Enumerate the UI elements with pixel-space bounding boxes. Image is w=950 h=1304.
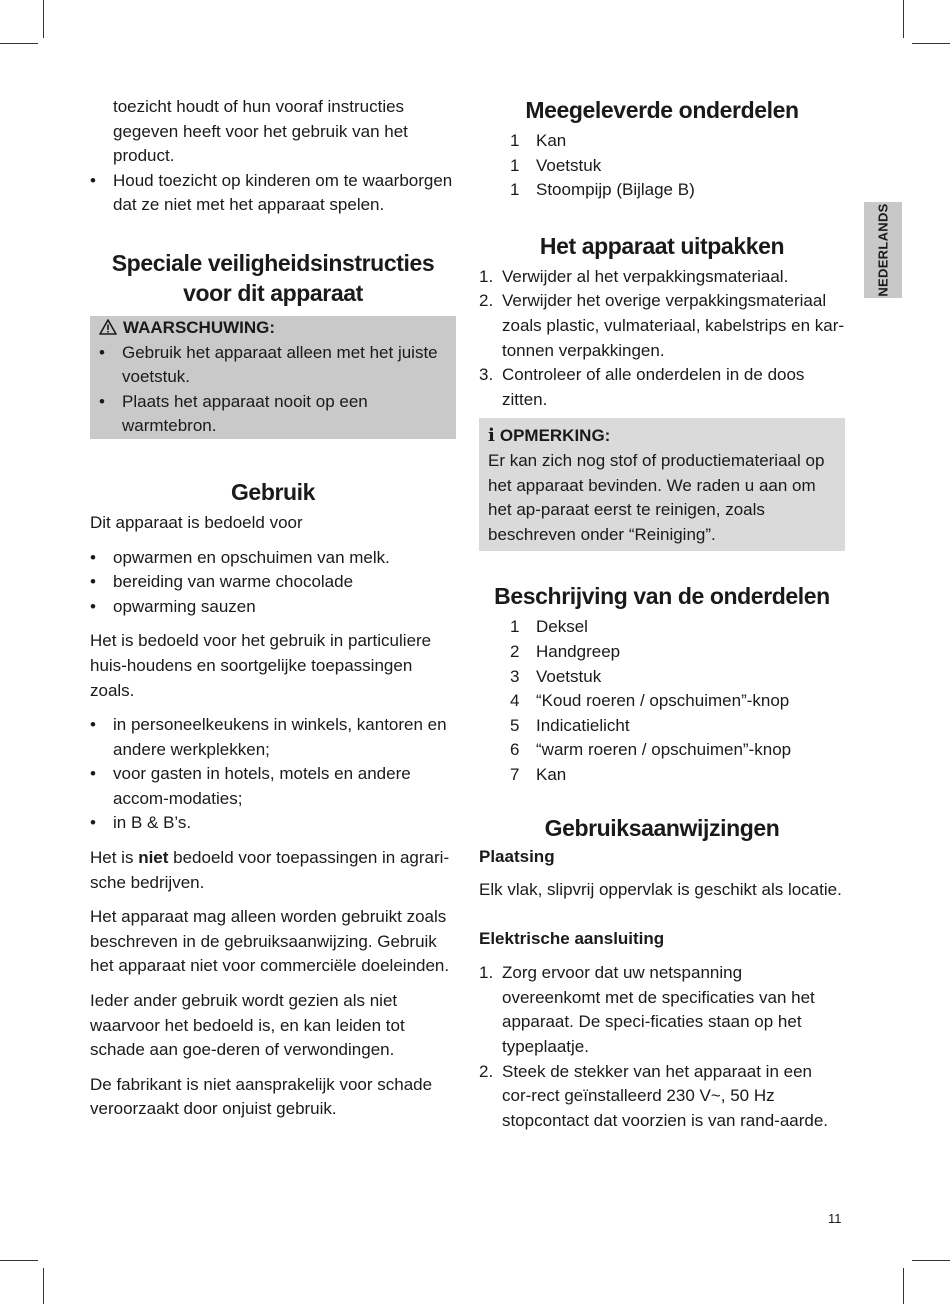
item-number: 1 (510, 617, 520, 637)
list-item: • Gebruik het apparaat alleen met het juiste voetstuk. (99, 341, 447, 390)
unpack-list (479, 265, 845, 413)
instructions-heading: Gebruiksaanwijzingen (544, 815, 780, 842)
list-item (479, 640, 845, 665)
supplied-heading: Meegeleverde onderdelen (525, 97, 799, 123)
item-number: 1 (510, 155, 520, 175)
list-item (479, 615, 845, 640)
item-label: Voetstuk (536, 666, 602, 686)
list-item (479, 265, 845, 290)
list-item (479, 738, 845, 763)
crop-mark (912, 1260, 950, 1261)
list-item: • in personeelkeukens in winkels, kantoren en andere werkplekken; (90, 713, 456, 762)
item-text: Zorg ervoor dat uw netspanning overeenkomt met de specificaties van het apparaat. De speci-ficaties staan op het typeplaatje. (502, 963, 815, 1057)
list-item: • opwarmen en opschuimen van melk. (90, 546, 456, 571)
safety-heading-line1: Speciale veiligheidsinstructies (111, 249, 435, 276)
item-number: 3 (510, 666, 520, 686)
list-item (479, 689, 845, 714)
item-label: “warm roeren / opschuimen”-knop (536, 740, 792, 760)
intro-continuation: toezicht houdt of hun vooraf instructies gegeven heeft voor het gebruik van het product. (113, 97, 408, 166)
crop-mark (903, 1268, 904, 1304)
item-label: Handgreep (536, 641, 621, 661)
page-number: 11 (828, 1211, 842, 1226)
crop-mark (0, 43, 38, 44)
placement-text: Elk vlak, slipvrij oppervlak is geschikt als locatie. (479, 880, 842, 900)
language-tab-label: NEDERLANDS (875, 203, 891, 297)
household-list (90, 713, 456, 836)
placement-title: Plaatsing (479, 847, 555, 867)
list-item (479, 178, 845, 203)
parts-heading: Beschrijving van de onderdelen (494, 583, 830, 610)
agri-text-bold: niet (138, 848, 169, 868)
list-item: • Plaats het apparaat nooit op een warmtebron. (99, 390, 447, 439)
item-label: Kan (536, 764, 567, 784)
crop-mark (903, 0, 904, 38)
other-use-text: Ieder ander gebruik wordt gezien als niet waarvoor het bedoeld is, en kan leiden tot schade aan goe-deren of verwondingen. (90, 991, 405, 1060)
list-item (479, 961, 845, 1059)
item-number: 2. (479, 1061, 494, 1081)
list-item (479, 154, 845, 179)
gebruik-heading: Gebruik (230, 478, 316, 505)
unpack-heading: Het apparaat uitpakken (539, 232, 785, 259)
list-item: • opwarming sauzen (90, 595, 456, 620)
list-item (479, 129, 845, 154)
list-item: • in B & B’s. (90, 811, 456, 836)
crop-mark (43, 1268, 44, 1304)
item-text: Controleer of alle onderdelen in de doos zitten. (502, 365, 805, 409)
intro-bullet-list (90, 169, 456, 218)
item-number: 2 (510, 641, 520, 661)
item-text: Verwijder het overige verpakkingsmateriaal zoals plastic, vulmateriaal, kabelstrips en kar-tonnen verpakkingen. (502, 291, 845, 360)
right-column (479, 95, 845, 1133)
item-text: Steek de stekker van het apparaat in een cor-rect geïnstalleerd 230 V~, 50 Hz stopcontact dat voorzien is van rand-aarde. (502, 1061, 829, 1130)
crop-mark (43, 0, 44, 38)
item-number: 6 (510, 740, 520, 760)
safety-heading-line2: voor dit apparaat (183, 279, 363, 306)
item-label: Voetstuk (536, 155, 602, 175)
item-label: Indicatielicht (536, 715, 630, 735)
agri-text-pre: Het is (90, 848, 139, 868)
item-number: 4 (510, 691, 520, 711)
item-number: 1 (510, 180, 520, 200)
warning-title: WAARSCHUWING: (123, 317, 276, 337)
list-item: • Houd toezicht op kinderen om te waarborgen dat ze niet met het apparaat spelen. (90, 169, 456, 218)
item-number: 5 (510, 715, 520, 735)
crop-mark (912, 43, 950, 44)
warning-box (90, 316, 456, 439)
electrical-title: Elektrische aansluiting (479, 928, 665, 948)
household-text: Het is bedoeld voor het gebruik in particuliere huis-houdens en soortgelijke toepassingen zoals. (90, 631, 432, 700)
agri-text-post: bedoeld voor toepassingen in agrari-sche bedrijven. (90, 848, 450, 892)
agri-text (90, 846, 456, 895)
item-number: 1. (479, 266, 494, 286)
item-label: Deksel (536, 617, 588, 637)
crop-mark (0, 1260, 38, 1261)
list-item: • bereiding van warme chocolade (90, 570, 456, 595)
item-number: 3. (479, 365, 494, 385)
liability-text: De fabrikant is niet aansprakelijk voor schade veroorzaakt door onjuist gebruik. (90, 1074, 433, 1119)
note-title-row (488, 424, 836, 449)
left-column (90, 95, 456, 1122)
item-text: Verwijder al het verpakkingsmateriaal. (502, 266, 789, 286)
list-item (479, 714, 845, 739)
list-item (479, 289, 845, 363)
item-number: 1. (479, 963, 494, 983)
parts-list (479, 615, 845, 787)
usage-text: Het apparaat mag alleen worden gebruikt zoals beschreven in de gebruiksaanwijzing. Gebruik het apparaat niet voor commerciële doeleinden. (90, 907, 450, 976)
item-number: 1 (510, 131, 520, 150)
list-item (479, 763, 845, 788)
item-label: “Koud roeren / opschuimen”-knop (536, 691, 790, 711)
item-number: 2. (479, 291, 494, 311)
note-text: Er kan zich nog stof of productiemateriaal op het apparaat bevinden. We raden u aan om het ap-paraat eerst te reinigen, zoals beschreven onder “Reiniging”. (488, 450, 825, 544)
list-item (479, 363, 845, 412)
electrical-list (479, 961, 845, 1133)
warning-title-row (99, 316, 447, 341)
item-label: Kan (536, 131, 567, 150)
language-tab (864, 202, 902, 298)
info-icon: i (488, 425, 495, 447)
list-item (479, 1060, 845, 1134)
note-box (479, 418, 845, 551)
item-label: Stoompijp (Bijlage B) (536, 180, 695, 200)
safety-heading (90, 248, 456, 308)
list-item (479, 665, 845, 690)
item-number: 7 (510, 764, 520, 784)
warning-triangle-icon (99, 319, 117, 335)
gebruik-intro: Dit apparaat is bedoeld voor (90, 512, 303, 532)
gebruik-list (90, 546, 456, 620)
warning-list (99, 341, 447, 439)
supplied-list (479, 129, 845, 203)
list-item: • voor gasten in hotels, motels en andere accom-modaties; (90, 762, 456, 811)
note-title: OPMERKING: (499, 426, 611, 446)
